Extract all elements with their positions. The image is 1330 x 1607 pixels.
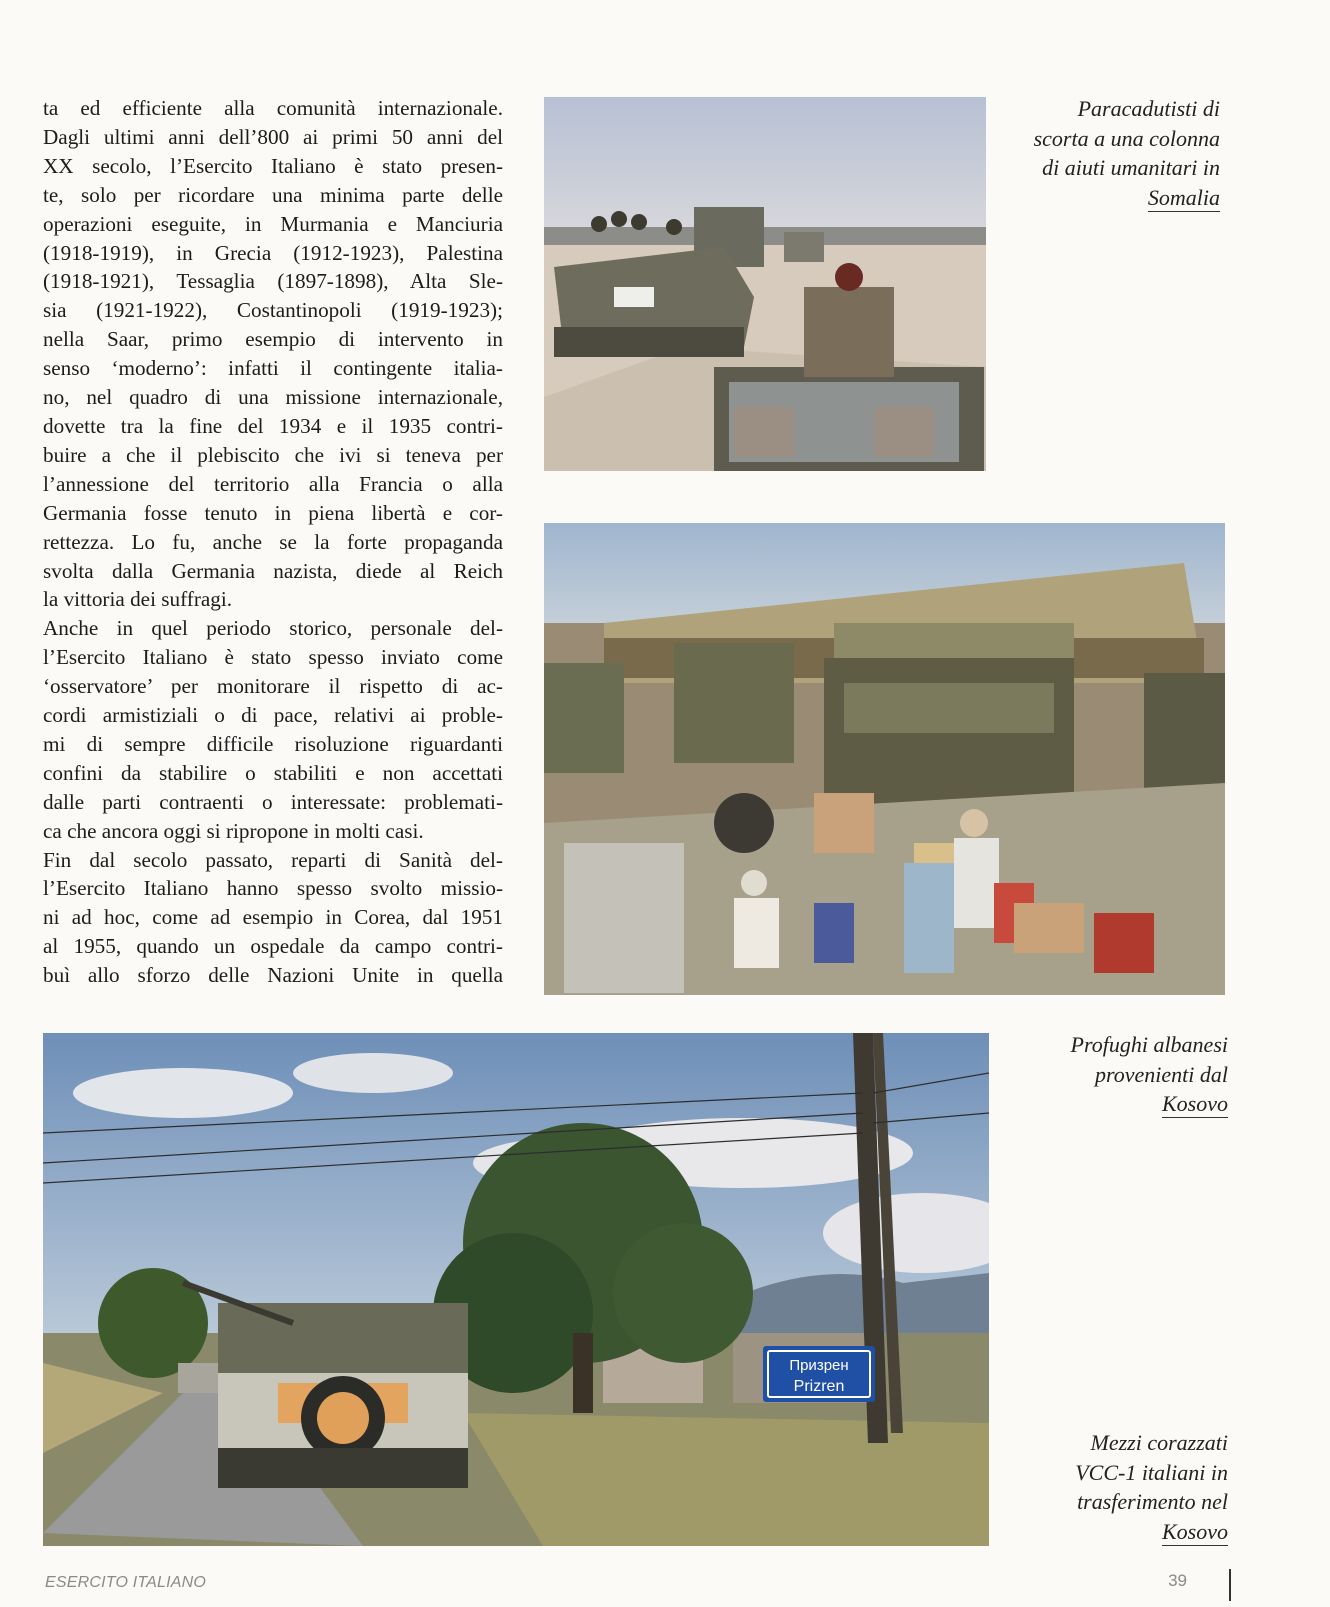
photo-kosovo-refugees [544, 523, 1225, 995]
caption-line: provenienti dal [1095, 1061, 1228, 1087]
body-line: svolta dalla Germania nazista, diede al Reich [43, 558, 503, 583]
body-line: ta ed efficiente alla comunità internazionale. [43, 96, 503, 120]
caption-line: Paracadutisti di [1077, 96, 1220, 121]
page-number-rule [1229, 1569, 1231, 1601]
body-line: (1918-1919), in Grecia (1912-1923), Palestina [43, 240, 503, 265]
photo-kosovo-refugees-image [544, 523, 1225, 995]
body-line: ni ad hoc, come ad esempio in Corea, dal 1951 [43, 905, 503, 930]
body-line: no, nel quadro di una missione internazionale, [43, 385, 503, 410]
body-line: Fin dal secolo passato, reparti di Sanità del- [43, 847, 503, 872]
caption-kosovo-refugees [1071, 1030, 1228, 1119]
caption-line: Profughi albanesi [1070, 1032, 1228, 1057]
photo-somalia-convoy-image [544, 97, 986, 471]
caption-line: scorta a una colonna [1033, 125, 1220, 151]
body-line: buire a che il plebiscito che ivi si teneva per [43, 442, 503, 467]
photo-vcc-prizren [43, 1033, 989, 1546]
caption-line: Somalia [1147, 184, 1220, 210]
body-line: sia (1921-1922), Costantinopoli (1919-1923); [43, 298, 503, 323]
publication-footer: ESERCITO ITALIANO [45, 1574, 207, 1591]
body-line: al 1955, quando un ospedale da campo contri- [43, 934, 503, 959]
photo-somalia-convoy [544, 97, 986, 471]
body-line: Germania fosse tenuto in piena libertà e cor- [43, 500, 503, 525]
body-line: (1918-1921), Tessaglia (1897-1898), Alta Sle- [43, 269, 503, 294]
body-line: senso ‘moderno’: infatti il contingente italia- [43, 356, 503, 381]
body-line: cordi armistiziali o di pace, relativi ai proble- [43, 703, 503, 728]
body-line: la vittoria dei suffragi. [43, 587, 233, 612]
caption-somalia [1034, 94, 1220, 212]
body-line: operazioni eseguite, in Murmania e Manciuria [43, 211, 503, 236]
page-number: 39 [1168, 1571, 1187, 1590]
caption-vcc [1075, 1428, 1228, 1546]
body-line: buì allo sforzo delle Nazioni Unite in quella [43, 963, 503, 988]
body-line: Dagli ultimi anni dell’800 ai primi 50 anni del [43, 124, 503, 149]
body-line: ca che ancora oggi si ripropone in molti casi. [43, 818, 424, 843]
caption-line: Kosovo [1162, 1518, 1228, 1544]
caption-line: trasferimento nel [1077, 1489, 1228, 1514]
road-sign-cyrillic: Призрен [789, 1357, 849, 1374]
caption-line: Mezzi corazzati [1090, 1430, 1228, 1455]
road-sign-latin: Prizren [793, 1378, 845, 1395]
caption-line: Kosovo [1162, 1091, 1228, 1116]
body-line: confini da stabilire o stabiliti e non accettati [43, 760, 503, 785]
caption-line: VCC-1 italiani in [1075, 1459, 1228, 1485]
body-line: te, solo per ricordare una minima parte delle [43, 182, 503, 207]
body-line: rettezza. Lo fu, anche se la forte propaganda [43, 529, 503, 554]
body-line: ‘osservatore’ per monitorare il rispetto di ac- [43, 674, 503, 699]
body-line: l’annessione del territorio alla Francia o alla [43, 471, 503, 496]
body-line: nella Saar, primo esempio di intervento in [43, 327, 503, 352]
body-line: dovette tra la fine del 1934 e il 1935 contri- [43, 413, 503, 438]
body-line: dalle parti contraenti o interessate: problemati- [43, 789, 503, 814]
body-line: l’Esercito Italiano è stato spesso inviato come [43, 645, 503, 670]
body-line: l’Esercito Italiano hanno spesso svolto missio- [43, 876, 503, 901]
body-text [43, 94, 503, 990]
body-line: mi di sempre difficile risoluzione riguardanti [43, 731, 503, 756]
caption-line: di aiuti umanitari in [1042, 155, 1220, 180]
body-line: Anche in quel periodo storico, personale del- [43, 616, 503, 641]
photo-vcc-prizren-image [43, 1033, 989, 1546]
body-line: XX secolo, l’Esercito Italiano è stato presen- [43, 153, 503, 178]
